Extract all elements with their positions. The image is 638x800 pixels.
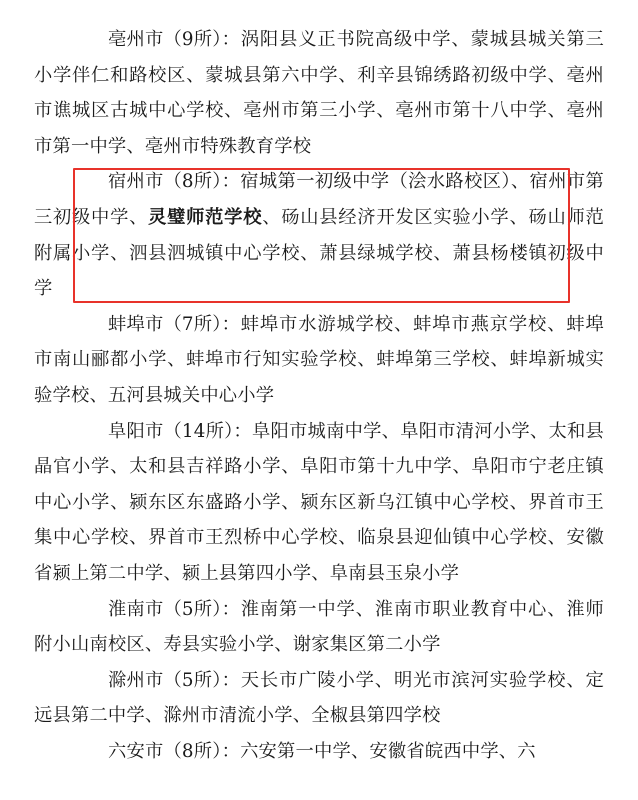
paragraph-luan bbox=[34, 734, 604, 770]
emphasized-school-name: 灵璧师范学校 bbox=[148, 206, 263, 228]
city-label-bengbu: 蚌埠市（7所）： bbox=[108, 313, 241, 335]
paragraph-huainan bbox=[34, 592, 604, 663]
paragraph-body-fuyang: 阜阳市城南中学、阜阳市清河小学、太和县晶官小学、太和县吉祥路小学、阜阳市第十九中学、阜阳市宁老庄镇中心小学、颍东区东盛路小学、颍东区新乌江镇中心学校、界首市王集中心学校、界首市王烈桥中心学校、临泉县迎仙镇中心学校、安徽省颍上第二中学、颍上县第四小学、阜南县玉泉小学 bbox=[34, 420, 604, 584]
city-label-suzhou: 宿州市（8所）： bbox=[108, 171, 241, 193]
city-label-fuyang: 阜阳市（14所）： bbox=[108, 420, 252, 442]
paragraph-bengbu bbox=[34, 307, 604, 414]
paragraph-chuzhou bbox=[34, 663, 604, 734]
city-label-bozhou: 亳州市（9所）： bbox=[108, 29, 241, 50]
paragraph-body-chuzhou: 天长市广陵小学、明光市滨河实验学校、定远县第二中学、滁州市清流小学、全椒县第四学校 bbox=[34, 669, 604, 727]
city-label-luan: 六安市（8所）： bbox=[108, 740, 241, 762]
paragraph-body-suzhou-before: 宿城第一初级中学（浍水路校区）、宿州市第三初级中学、 bbox=[34, 171, 604, 228]
paragraph-body-suzhou-after: 、砀山县经济开发区实验小学、砀山师范附属小学、泗县泗城镇中心学校、萧县绿城学校、萧县杨楼镇初级中学 bbox=[34, 206, 604, 300]
paragraph-suzhou-highlighted bbox=[34, 164, 604, 306]
paragraph-fuyang bbox=[34, 414, 604, 592]
paragraph-body-huainan: 淮南第一中学、淮南市职业教育中心、淮师附小山南校区、寿县实验小学、谢家集区第二小学 bbox=[34, 598, 604, 656]
city-label-huainan: 淮南市（5所）： bbox=[108, 598, 241, 620]
paragraph-body-bengbu: 蚌埠市水游城学校、蚌埠市燕京学校、蚌埠市南山郦都小学、蚌埠市行知实验学校、蚌埠第三学校、蚌埠新城实验学校、五河县城关中心小学 bbox=[34, 313, 604, 406]
paragraph-bozhou bbox=[34, 22, 604, 164]
paragraph-body-luan: 六安第一中学、安徽省皖西中学、六 bbox=[240, 740, 536, 762]
city-label-chuzhou: 滁州市（5所）： bbox=[108, 669, 241, 691]
paragraph-body-bozhou: 涡阳县义正书院高级中学、蒙城县城关第三小学伴仁和路校区、蒙城县第六中学、利辛县锦绣路初级中学、亳州市谯城区古城中心学校、亳州市第三小学、亳州市第十八中学、亳州市第一中学、亳州市特殊教育学校 bbox=[34, 29, 604, 157]
